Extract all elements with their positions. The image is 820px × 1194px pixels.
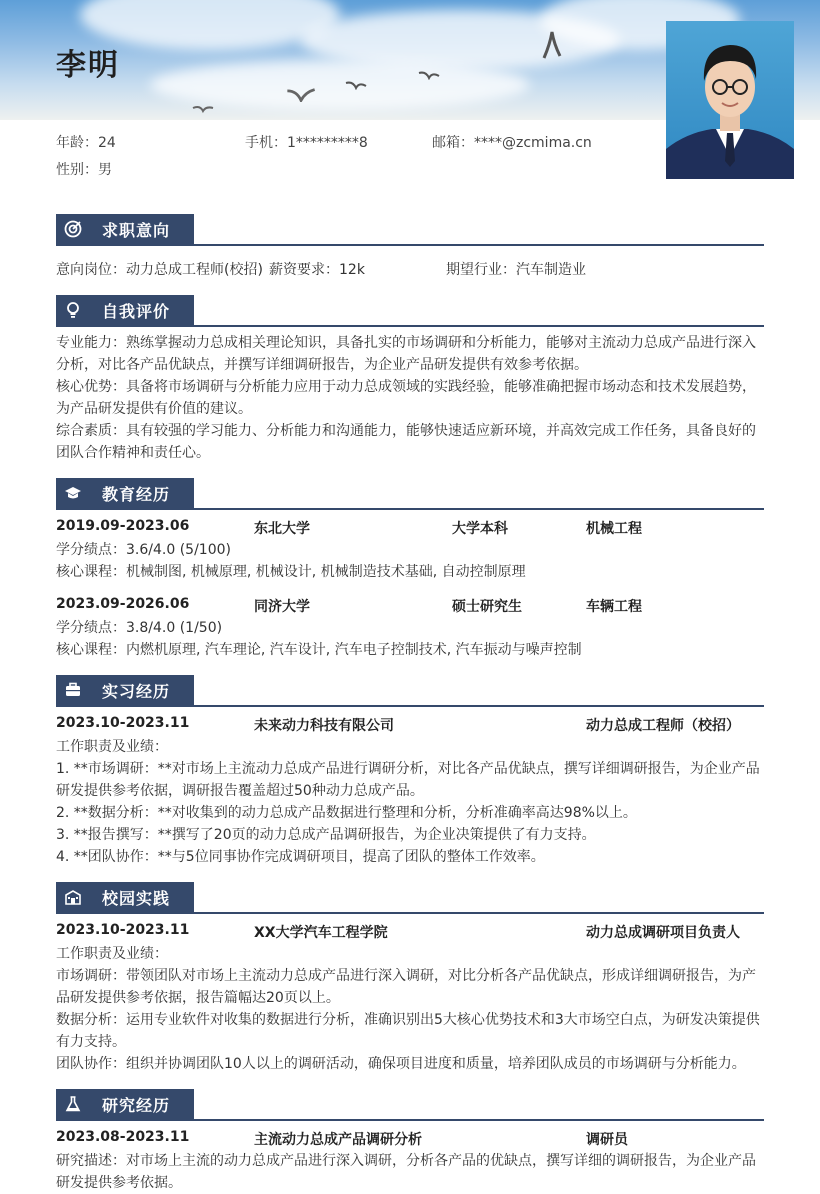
section-internship [56, 675, 764, 707]
school-building-icon [64, 888, 82, 906]
research-entry: 2023.08-2023.11 主流动力总成产品调研分析 调研员 [56, 1129, 628, 1148]
section-title: 实习经历 [102, 682, 171, 701]
bird-icon [540, 30, 564, 60]
section-research [56, 1089, 764, 1121]
bird-icon [418, 70, 440, 80]
bird-icon [286, 88, 316, 102]
lightbulb-icon [64, 301, 82, 319]
internship-entry: 2023.10-2023.11 未来动力科技有限公司 动力总成工程师（校招） [56, 715, 740, 734]
self-evaluation-text [56, 332, 766, 464]
bird-icon [192, 104, 214, 114]
intent-row [56, 259, 764, 279]
campus-details: 工作职责及业绩： 市场调研：带领团队对市场上主流动力总成产品进行深入调研，对比分析各产品优缺点，形成详细调研报告，为产品研发提供参考依据，报告篇幅达20页以上。 数据分析：运用专业软件对收集的数据进行分析，准确识别出5大核心优势技术和3大市场空白点，为研发决策提供有力支持。 团队协作：组织并协调团队10人以上的调研活动，确保项目进度和质量，培养团队成员的市场调研与分析能力。 [56, 946, 760, 1072]
section-title: 校园实践 [102, 889, 171, 908]
section-education [56, 478, 764, 510]
education-entry-2: 2023.09-2026.06 同济大学 硕士研究生 车辆工程 [56, 596, 642, 615]
education-details-1: 学分绩点：3.6/4.0 (5/100) 核心课程：机械制图, 机械原理, 机械设计, 机械制造技术基础, 自动控制原理 [56, 542, 526, 580]
self-eval-item: 核心优势：具备将市场调研与分析能力应用于动力总成领域的实践经验，能够准确把握市场动态和技术发展趋势，为产品研发提供有价值的建议。 [56, 379, 756, 417]
section-self-evaluation [56, 295, 764, 327]
research-details: 研究描述：对市场上主流的动力总成产品进行深入调研，分析各产品的优缺点，撰写详细的调研报告，为企业产品研发提供参考依据。 [56, 1153, 756, 1191]
section-title: 研究经历 [102, 1096, 171, 1115]
candidate-name: 李明 [56, 48, 120, 83]
age-text: 年龄：24 [56, 135, 116, 151]
avatar [666, 21, 794, 179]
section-title: 教育经历 [102, 485, 171, 504]
internship-details: 工作职责及业绩： 1. **市场调研：**对市场上主流动力总成产品进行调研分析，对比各产品优缺点，撰写详细调研报告，为企业产品研发提供参考依据，调研报告覆盖超过50种动力总成产品。 2. **数据分析：**对收集到的动力总成产品数据进行整理和分析，分析准确率高达98%以上。 3. **报告撰写：**撰写了20页的动力总成产品调研报告，为企业决策提供了有力支持。 4. **团队协作：**与5位同事协作完成调研项目，提高了团队的整体工作效率。 [56, 739, 760, 865]
intent-industry: 期望行业：汽车制造业 [446, 262, 586, 278]
phone-text: 手机：1*********8 [245, 135, 368, 151]
email-text: 邮箱：****@zcmima.cn [432, 135, 592, 151]
self-eval-item: 专业能力：熟练掌握动力总成相关理论知识，具备扎实的市场调研和分析能力，能够对主流动力总成产品进行深入分析，对比各产品优缺点，并撰写详细调研报告，为企业产品研发提供有效参考依据。 [56, 335, 756, 373]
intent-salary: 薪资要求：12k [269, 262, 365, 278]
self-eval-item: 综合素质：具有较强的学习能力、分析能力和沟通能力，能够快速适应新环境，并高效完成工作任务，具备良好的团队合作精神和责任心。 [56, 423, 756, 461]
gender-text: 性别：男 [56, 162, 112, 178]
briefcase-icon [64, 681, 82, 699]
graduation-cap-icon [64, 484, 82, 502]
education-entry-1: 2019.09-2023.06 东北大学 大学本科 机械工程 [56, 518, 642, 537]
section-title: 求职意向 [102, 221, 171, 240]
section-job-intent [56, 214, 764, 246]
target-icon [64, 220, 82, 238]
campus-entry: 2023.10-2023.11 XX大学汽车工程学院 动力总成调研项目负责人 [56, 922, 740, 941]
section-campus-practice [56, 882, 764, 914]
bird-icon [345, 80, 367, 90]
education-details-2: 学分绩点：3.8/4.0 (1/50) 核心课程：内燃机原理, 汽车理论, 汽车设计, 汽车电子控制技术, 汽车振动与噪声控制 [56, 620, 582, 658]
section-title: 自我评价 [102, 302, 171, 321]
flask-icon [64, 1095, 82, 1113]
intent-position: 意向岗位：动力总成工程师(校招) [56, 262, 263, 278]
